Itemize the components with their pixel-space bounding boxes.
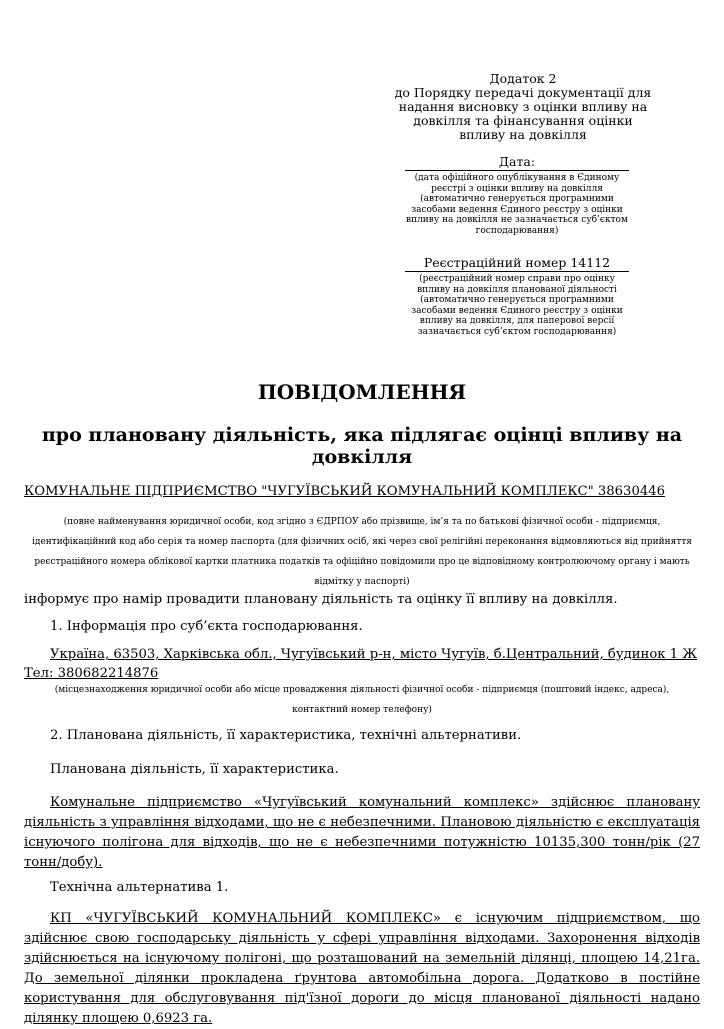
- appendix-block: [378, 72, 668, 142]
- date-note: (дата офіційного опублікування в Єдиному реєстрі з оцінки впливу на довкілля (автоматично генерується програмними засобами ведення Єдиного реєстру з оцінки впливу на довкілля не зазначається суб’єктом господарювання): [406, 173, 628, 236]
- date-field: [405, 154, 629, 236]
- appendix-line: довкілля та фінансування оцінки: [413, 113, 633, 128]
- registration-note: (реєстраційний номер справи про оцінку впливу на довкілля планованої діяльності (автоматично генерується програмними засобами ведення Єдиного реєстру з оцінки впливу на довкілля, для паперової версії зазначається суб’єктом господарювання): [411, 274, 623, 337]
- section2-heading: 2. Планована діяльність, її характеристика, технічні альтернативи.: [50, 728, 522, 743]
- section1-address: Україна, 63503, Харківська обл., Чугуївський р-н, місто Чугуїв, б.Центральний, будинок 1 Ж: [50, 647, 698, 662]
- appendix-line: Додаток 2: [489, 71, 557, 86]
- section2-description: Комунальне підприємство «Чугуївський комунальний комплекс» здійснює плановану діяльність з управління відходами, що не є небезпечними. Плановою діяльністю є експлуатація існуючого полігона для відходів, що не є небезпечними потужністю 10135,300 тонн/рік (27 тонн/добу).: [24, 795, 700, 870]
- section2-subheading: Планована діяльність, її характеристика.: [50, 762, 339, 777]
- appendix-line: впливу на довкілля: [459, 127, 587, 142]
- registration-label: Реєстраційний номер 14112: [405, 255, 629, 272]
- informs-text: інформує про намір провадити плановану діяльність та оцінку її впливу на довкілля.: [24, 592, 618, 607]
- appendix-line: надання висновку з оцінки впливу на: [398, 99, 648, 114]
- alternative-text: КП «ЧУГУЇВСЬКИЙ КОМУНАЛЬНИЙ КОМПЛЕКС» є існуючим підприємством, що здійснює свою господарську діяльність у сфері управління відходами. Захоронення відходів здійснюється на існуючому полігоні, що розташований на земельній ділянці, площею 14,21га. До земельної ділянки прокладена ґрунтова автомобільна дорога. Додатково в постійне користування для обслуговування під'їзної дороги до місця планованої діяльності надано ділянку площею 0,6923 га.: [24, 911, 700, 1026]
- entity-note: (повне найменування юридичної особи, код згідно з ЄДРПОУ або прізвище, ім’я та по батькові фізичної особи - підприємця, ідентифікаційний код або серія та номер паспорта (для фізичних осіб, які через свої релігійні переконання відмовляються від прийняття реєстраційного номера облікової картки платника податків та офіційно повідомили про це відповідному контролюючому органу і мають відмітку у паспорті): [32, 517, 692, 587]
- entity-name: КОМУНАЛЬНЕ ПІДПРИЄМСТВО "ЧУГУЇВСЬКИЙ КОМУНАЛЬНИЙ КОМПЛЕКС" 38630446: [24, 484, 666, 499]
- date-label: Дата:: [405, 154, 629, 171]
- section1-heading: 1. Інформація про суб’єкта господарювання.: [50, 619, 363, 634]
- alternative-heading: Технічна альтернатива 1.: [50, 880, 229, 895]
- section1-note: (місцезнаходження юридичної особи або місце провадження діяльності фізичної особи - підприємця (поштовий індекс, адреса), контактний номер телефону): [54, 685, 670, 715]
- registration-field: [405, 255, 629, 337]
- section1-phone: Тел: 380682214876: [24, 666, 159, 681]
- appendix-line: до Порядку передачі документації для: [394, 85, 652, 100]
- page-title: ПОВІДОМЛЕННЯ: [257, 380, 467, 404]
- page-subtitle: про плановану діяльність, яка підлягає оцінці впливу на довкілля: [41, 424, 683, 468]
